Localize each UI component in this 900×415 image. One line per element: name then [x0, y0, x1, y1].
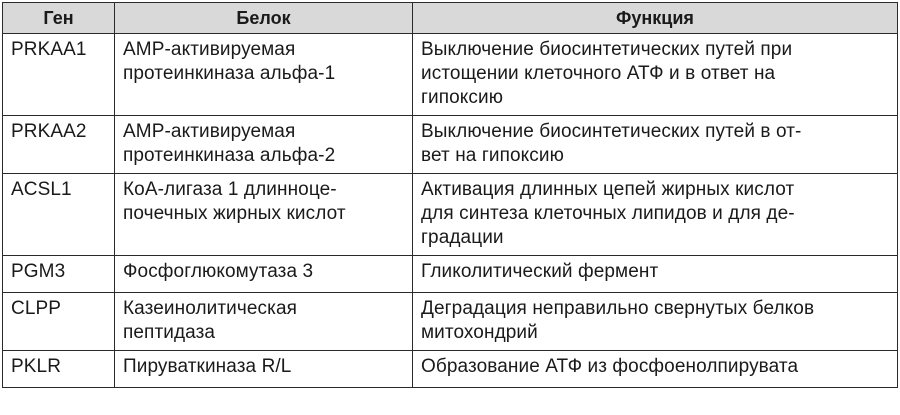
cell-gene: [3, 351, 115, 388]
header-protein: Белок: [115, 3, 413, 34]
cell-gene: [3, 34, 115, 116]
gene-name: PKLR: [11, 356, 62, 377]
gene-table-container: [2, 2, 897, 388]
cell-function: [413, 34, 898, 116]
function-text: Образование АТФ из фосфоенолпирувата: [421, 356, 799, 377]
function-text: Гликолитический фермент: [421, 261, 659, 282]
protein-name: АМР-активируемая протеинкиназа альфа-2: [123, 121, 336, 166]
gene-name: PGM3: [11, 261, 66, 282]
cell-gene: [3, 256, 115, 293]
header-function: Функция: [413, 3, 898, 34]
table-row: [3, 116, 898, 174]
gene-name: PRKAA2: [11, 121, 87, 142]
cell-gene: [3, 174, 115, 256]
cell-protein: [115, 293, 413, 351]
table-row: [3, 293, 898, 351]
gene-name: ACSL1: [11, 179, 72, 200]
header-gene: Ген: [3, 3, 115, 34]
gene-name: PRKAA1: [11, 39, 87, 60]
protein-name: Пируваткиназа R/L: [123, 356, 292, 377]
cell-function: [413, 174, 898, 256]
gene-name: CLPP: [11, 298, 62, 319]
table-header-row: [3, 3, 898, 34]
table-row: [3, 256, 898, 293]
table-row: [3, 34, 898, 116]
cell-protein: [115, 256, 413, 293]
function-text: Активация длинных цепей жирных кислот для синтеза клеточных липидов и для де- градации: [421, 179, 795, 248]
protein-name: Казеинолитическая пептидаза: [123, 298, 298, 343]
cell-function: [413, 256, 898, 293]
cell-function: [413, 116, 898, 174]
cell-function: [413, 293, 898, 351]
cell-protein: [115, 34, 413, 116]
gene-table: [2, 2, 898, 388]
protein-name: Фосфоглюкомутаза 3: [123, 261, 314, 282]
cell-protein: [115, 351, 413, 388]
cell-gene: [3, 116, 115, 174]
protein-name: АМР-активируемая протеинкиназа альфа-1: [123, 39, 336, 84]
table-row: [3, 351, 898, 388]
function-text: Деградация неправильно свернутых белков митохондрий: [421, 298, 815, 343]
function-text: Выключение биосинтетических путей при истощении клеточного АТФ и в ответ на гипоксию: [421, 39, 793, 108]
table-row: [3, 174, 898, 256]
cell-protein: [115, 174, 413, 256]
cell-protein: [115, 116, 413, 174]
protein-name: КоА-лигаза 1 длинноце- почечных жирных кислот: [123, 179, 346, 224]
cell-gene: [3, 293, 115, 351]
function-text: Выключение биосинтетических путей в от- вет на гипоксию: [421, 121, 802, 166]
cell-function: [413, 351, 898, 388]
